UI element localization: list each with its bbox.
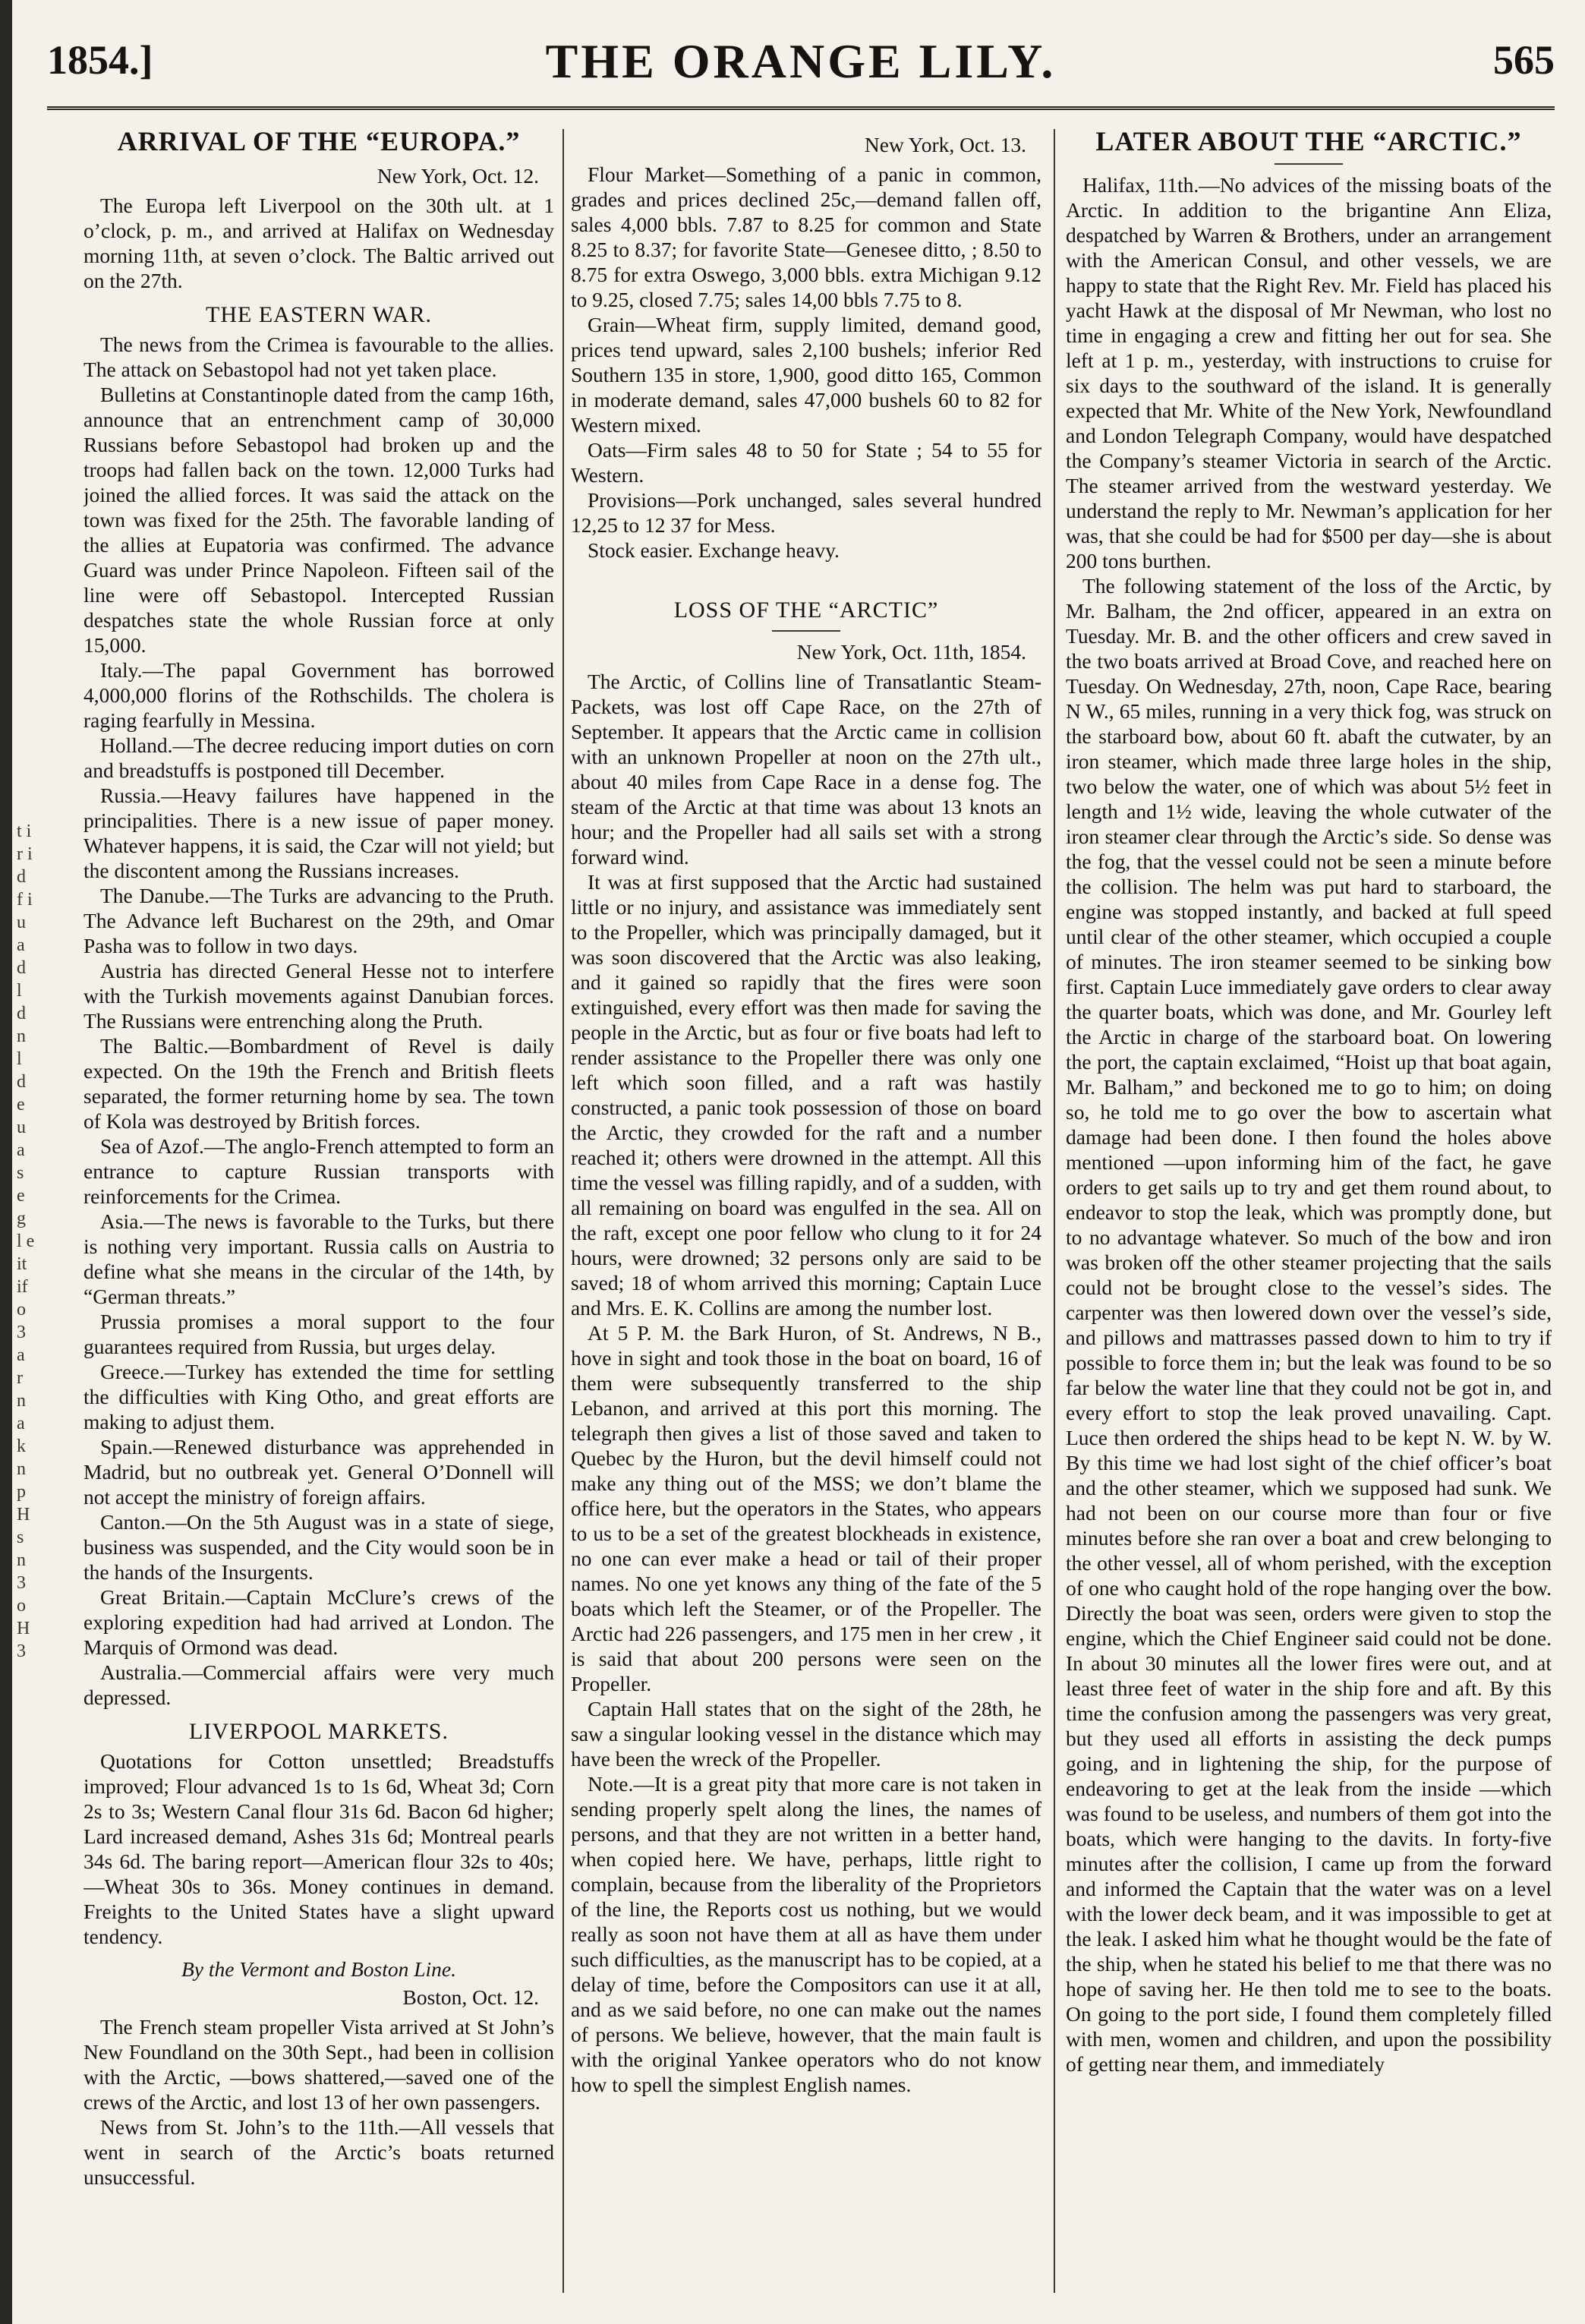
- paragraph: The Europa left Liverpool on the 30th ult. at 1 o’clock, p. m., and arrived at Halifax on Wednesday morning 11th, at seven o’clock. The Baltic arrived out on the 27th.: [84, 194, 554, 292]
- page-edge-shadow: [0, 0, 12, 2324]
- paragraph: The Baltic.—Bombardment of Revel is daily expected. On the 19th the French and British fleets separated, the former returning home by sea. The town of Kola was destroyed by British forces.: [84, 1034, 554, 1133]
- paragraph: Austria has directed General Hesse not to interfere with the Turkish movements against Danubian forces. The Russians were entrenching along the Pruth.: [84, 959, 554, 1033]
- paragraph: Oats—Firm sales 48 to 50 for State ; 54 to 55 for Western.: [571, 438, 1041, 487]
- paragraph: Quotations for Cotton unsettled; Breadstuffs improved; Flour advanced 1s to 1s 6d, Wheat 3d; Corn 2s to 3s; Western Canal flour 31s 6d. Bacon 6d higher; Lard increased demand, Ashes 31s 6d; Montreal pearls 34s 6d. The baring report—American flour 32s to 40s;—Wheat 30s to 36s. Money continues in demand. Freights to the United States have a slight upward tendency.: [84, 1749, 554, 1948]
- paragraph: Great Britain.—Captain McClure’s crews of the exploring expedition had had arrived at London. The Marquis of Ormond was dead.: [84, 1585, 554, 1659]
- dateline: New York, Oct. 13.: [864, 133, 1026, 156]
- column-rule-1: [562, 129, 564, 2293]
- article-heading-later-about-arctic: LATER ABOUT THE “ARCTIC.”: [1095, 129, 1522, 156]
- paragraph: The news from the Crimea is favourable to the allies. The attack on Sebastopol had not yet taken place.: [84, 333, 554, 381]
- subheading-liverpool-markets: LIVERPOOL MARKETS.: [189, 1719, 449, 1744]
- dateline: New York, Oct. 12.: [377, 164, 539, 188]
- paragraph: The Arctic, of Collins line of Transatlantic Steam-Packets, was lost off Cape Race, on the 27th of September. It appears that the Arctic came in collision with an unknown Propeller at noon on the 27th ult., about 40 miles from Cape Race in a dense fog. The steam of the Arctic at that time was about 13 knots an hour; and the Propeller had all sails set with a strong forward wind.: [571, 670, 1041, 869]
- page-number: 565: [1493, 37, 1555, 83]
- paragraph: News from St. John’s to the 11th.—All vessels that went in search of the Arctic’s boats returned unsuccessful.: [84, 2115, 554, 2189]
- paragraph: Provisions—Pork unchanged, sales several hundred 12,25 to 12 37 for Mess.: [571, 488, 1041, 537]
- header-date: 1854.]: [47, 37, 153, 83]
- paragraph: The French steam propeller Vista arrived at St John’s New Foundland on the 30th Sept., had been in collision with the Arctic, —bows shattered,—saved one of the crews of the Arctic, and lost 13 of her own passengers.: [84, 2015, 554, 2114]
- paragraph: Flour Market—Something of a panic in common, grades and prices declined 25c,—demand fallen off, sales 4,000 bbls. 7.87 to 8.25 for common and State 8.25 to 8.37; for favorite State—Genesee ditto, ; 8.50 to 8.75 for extra Oswego, 3,000 bbls. extra Michigan 9.12 to 9.25, closed 7.75; sales 14,00 bbls 7.75 to 8.: [571, 162, 1041, 311]
- paragraph: Holland.—The decree reducing import duties on corn and breadstuffs is postponed till December.: [84, 733, 554, 782]
- paragraph: Captain Hall states that on the sight of the 28th, he saw a singular looking vessel in the distance which may have been the wreck of the Propeller.: [571, 1697, 1041, 1771]
- column-rule-2: [1054, 129, 1055, 2293]
- article-heading-loss-of-arctic: LOSS OF THE “ARCTIC”: [673, 598, 939, 623]
- dateline: Boston, Oct. 12.: [402, 1985, 539, 2009]
- dateline: New York, Oct. 11th, 1854.: [796, 640, 1026, 664]
- article-heading-europa: ARRIVAL OF THE “EUROPA.”: [117, 129, 521, 156]
- section-dash: [772, 630, 840, 632]
- subheading-eastern-war: THE EASTERN WAR.: [206, 302, 432, 327]
- paragraph: It was at first supposed that the Arctic had sustained little or no injury, and assistance was immediately sent to the Propeller, which was principally damaged, but it was soon discovered that the Arctic was also leaking, and it gained so rapidly that the fires were soon extinguished, every effort was then made for saving the people in the Arctic, but as four or five boats had left to render assistance to the Propeller there was only one left which soon filled, and a raft was hastily constructed, a panic took possession of those on board the Arctic, they crowded for the raft and a number reached it; others were drowned in the attempt. All this time the vessel was filling rapidly, and of a sudden, with all remaining on board was engulfed in the sea. All on the raft, except one poor fellow who clung to it for 24 hours, were drowned; 32 persons only are said to be saved; 18 of whom arrived this morning; Captain Luce and Mrs. E. K. Collins are among the number lost.: [571, 870, 1041, 1320]
- paragraph: Italy.—The papal Government has borrowed 4,000,000 florins of the Rothschilds. The cholera is raging fearfully in Messina.: [84, 658, 554, 732]
- column-1: [84, 129, 554, 2293]
- paragraph: Grain—Wheat firm, supply limited, demand good, prices tend upward, sales 2,100 bushels; inferior Red Southern 135 in store, 1,900, good ditto 165, Common in moderate demand, sales 47,000 bushels 60 to 82 for Western mixed.: [571, 313, 1041, 437]
- spacer: [571, 563, 1041, 588]
- page-header: [47, 30, 1555, 106]
- paragraph: At 5 P. M. the Bark Huron, of St. Andrews, N B., hove in sight and took those in the boat on board, 16 of them were subsequently transferred to the ship Lebanon, and arrived at this port this morning. The telegraph then gives a list of those saved and taken to Quebec by the Huron, but the devil himself could not make any thing out of the MSS; we don’t blame the office here, but the operators in the States, who appears to us to be a set of the greatest blockheads in existence, no one can ever make a head or tail of their proper names. No one yet knows any thing of the fate of the 5 boats which left the Steamer, or of the Propeller. The Arctic had 226 passengers, and 175 men in her crew , it is said that about 200 persons were seen on the Propeller.: [571, 1321, 1041, 1695]
- paragraph: Halifax, 11th.—No advices of the missing boats of the Arctic. In addition to the brigantine Ann Eliza, despatched by Warren & Brothers, under an arrangement with the American Consul, and other vessels, we are happy to state that the Right Rev. Mr. Field has placed his yacht Hawk at the disposal of Mr Newman, who lost no time in engaging a crew and fitting her out for sea. She left at 1 p. m., yesterday, with instructions to cruise for six days to the southward of the island. It is generally expected that Mr. White of the New York, Newfoundland and London Telegraph Company, would have despatched the Company’s steamer Victoria in search of the Arctic. The steamer arrived from the westward yesterday. We understand the reply to Mr. Newman’s application for her was, that she could be had for $500 per day—she is about 200 tons burthen.: [1066, 173, 1552, 572]
- paragraph: The Danube.—The Turks are advancing to the Pruth. The Advance left Bucharest on the 29th, and Omar Pasha was to follow in two days.: [84, 884, 554, 957]
- paragraph: Australia.—Commercial affairs were very much depressed.: [84, 1660, 554, 1709]
- paragraph: Stock easier. Exchange heavy.: [588, 538, 840, 562]
- line-heading: By the Vermont and Boston Line.: [181, 1957, 457, 1981]
- paragraph: Prussia promises a moral support to the four guarantees required from Russia, but urges delay.: [84, 1310, 554, 1358]
- margin-bleed-marks: t i r i d f i u a d l d n l d e u a s e g l e it if o 3 a r n a k n p H s n 3 o H 3: [17, 821, 35, 1661]
- paragraph: Note.—It is a great pity that more care is not taken in sending properly spelt along the lines, the names of persons, and that they are not written in a better hand, when copied here. We have, perhaps, little right to complain, because from the liberality of the Proprietors of the line, the Reports cost us nothing, but we would really as soon not have them at all as have them under such difficulties, as the manuscript has to be copied, at a delay of time, before the Compositors can use it at all, and as we said before, no one can make out the names of persons. We believe, however, that the main fault is with the original Yankee operators who do not know how to spell the simplest English names.: [571, 1772, 1041, 2096]
- paragraph: Bulletins at Constantinople dated from the camp 16th, announce that an entrenchment camp of 30,000 Russians before Sebastopol had broken up and the troops had fallen back on the town. 12,000 Turks had joined the allied forces. It was said the attack on the town was fixed for the 25th. The favorable landing of the allies at Eupatoria was confirmed. The advance Guard was under Prince Napoleon. Fifteen sail of the line were off Sebastopol. Intercepted Russian despatches state the whole Russian force at only 15,000.: [84, 383, 554, 657]
- paragraph: Greece.—Turkey has extended the time for settling the difficulties with King Otho, and great efforts are making to adjust them.: [84, 1360, 554, 1433]
- column-3: [1066, 129, 1552, 2293]
- paragraph: Asia.—The news is favorable to the Turks, but there is nothing very important. Russia calls on Austria to define what she means in the circular of the 14th, by “German threats.”: [84, 1209, 554, 1308]
- paragraph: Canton.—On the 5th August was in a state of siege, business was suspended, and the City would soon be in the hands of the Insurgents.: [84, 1510, 554, 1584]
- column-2: [571, 129, 1041, 2293]
- paragraph: Sea of Azof.—The anglo-French attempted to form an entrance to capture Russian transports with reinforcements for the Crimea.: [84, 1134, 554, 1208]
- header-rule: [47, 106, 1555, 110]
- paragraph: The following statement of the loss of the Arctic, by Mr. Balham, the 2nd officer, appeared in an extra on Tuesday. Mr. B. and the other officers and crew saved in the two boats arrived at Broad Cove, and reached here on Tuesday. On Wednesday, 27th, noon, Cape Race, bearing N W., 65 miles, running in a very thick fog, was struck on the starboard bow, about 60 ft. abaft the cutwater, by an iron steamer, which made three large holes in the ship, two below the water, one of which was about 5½ feet in length and 1½ wide, leaving the whole cutwater of the iron steamer clear through the Arctic’s side. So dense was the fog, that the vessel could not be seen a minute before the collision. The helm was put hard to starboard, the engine was stopped instantly, and backed at full speed until clear of the other steamer, which occupied a couple of minutes. The iron steamer seemed to be sinking bow first. Captain Luce immediately gave orders to clear away the quarter boats, which was done, and Mr. Gourley left the Arctic in charge of the starboard boat. On lowering the port, the captain exclaimed, “Hoist up that boat again, Mr. Balham,” and beckoned me to go to him; on doing so, he told me to go over the bow to ascertain what damage had been done. I then found the holes above mentioned —upon informing him of the fact, he gave orders to get sails up to try and get them round about, to endeavor to stop the leak, which was promptly done, but to no advantage whatever. So much of the bow and iron was broken off the other steamer projecting that the sails could not be brought close to the vessel’s sides. The carpenter was then lowered down over the vessel’s side, and pillows and mattrasses passed down to him to try if possible to force them in; but the leak was found to be so far below the water line that they could not be got in, and every effort to stop the leak proved unavailing. Capt. Luce then ordered the ships head to be kept N. W. by W. By this time we had lost sight of the chief officer’s boat and the other steamer, which we supposed had sunk. We had not been on our course more than four or five minutes before she ran over a boat and crew belonging to the other vessel, all of whom perished, with the exception of one who caught hold of the rope hanging over the bow. Directly the boat was seen, orders were given to stop the engine, which the Chief Engineer said could not be done. In about 30 minutes all the lower fires were out, and at least three feet of water in the ship fore and aft. By this time the confusion among the passengers was very great, but they used all efforts in assisting the deck pumps going, and in lightening the ship, for the purpose of endeavoring to get at the leak from the inside —which was found to be useless, and numbers of them got into the boats, which were hanging to the davits. In forty-five minutes after the collision, I came up from the forward and informed the Captain that the water was on a level with the lower deck beam, and it was impossible to get at the leak. I asked him what he thought would be the fate of the ship, when he stated his belief to me that there was no hope of saving her. He then told me to see to the boats. On going to the port side, I found them completely filled with men, women and children, and upon the possibility of getting near them, and immediately: [1066, 574, 1552, 2076]
- masthead-title: THE ORANGE LILY.: [545, 34, 1057, 88]
- paragraph: Russia.—Heavy failures have happened in the principalities. There is a new issue of paper money. Whatever happens, it is said, the Czar will not yield; but the discontent among the Russians increases.: [84, 784, 554, 882]
- section-dash: [1275, 163, 1343, 165]
- paragraph: Spain.—Renewed disturbance was apprehended in Madrid, but no outbreak yet. General O’Donnell will not accept the ministry of foreign affairs.: [84, 1435, 554, 1509]
